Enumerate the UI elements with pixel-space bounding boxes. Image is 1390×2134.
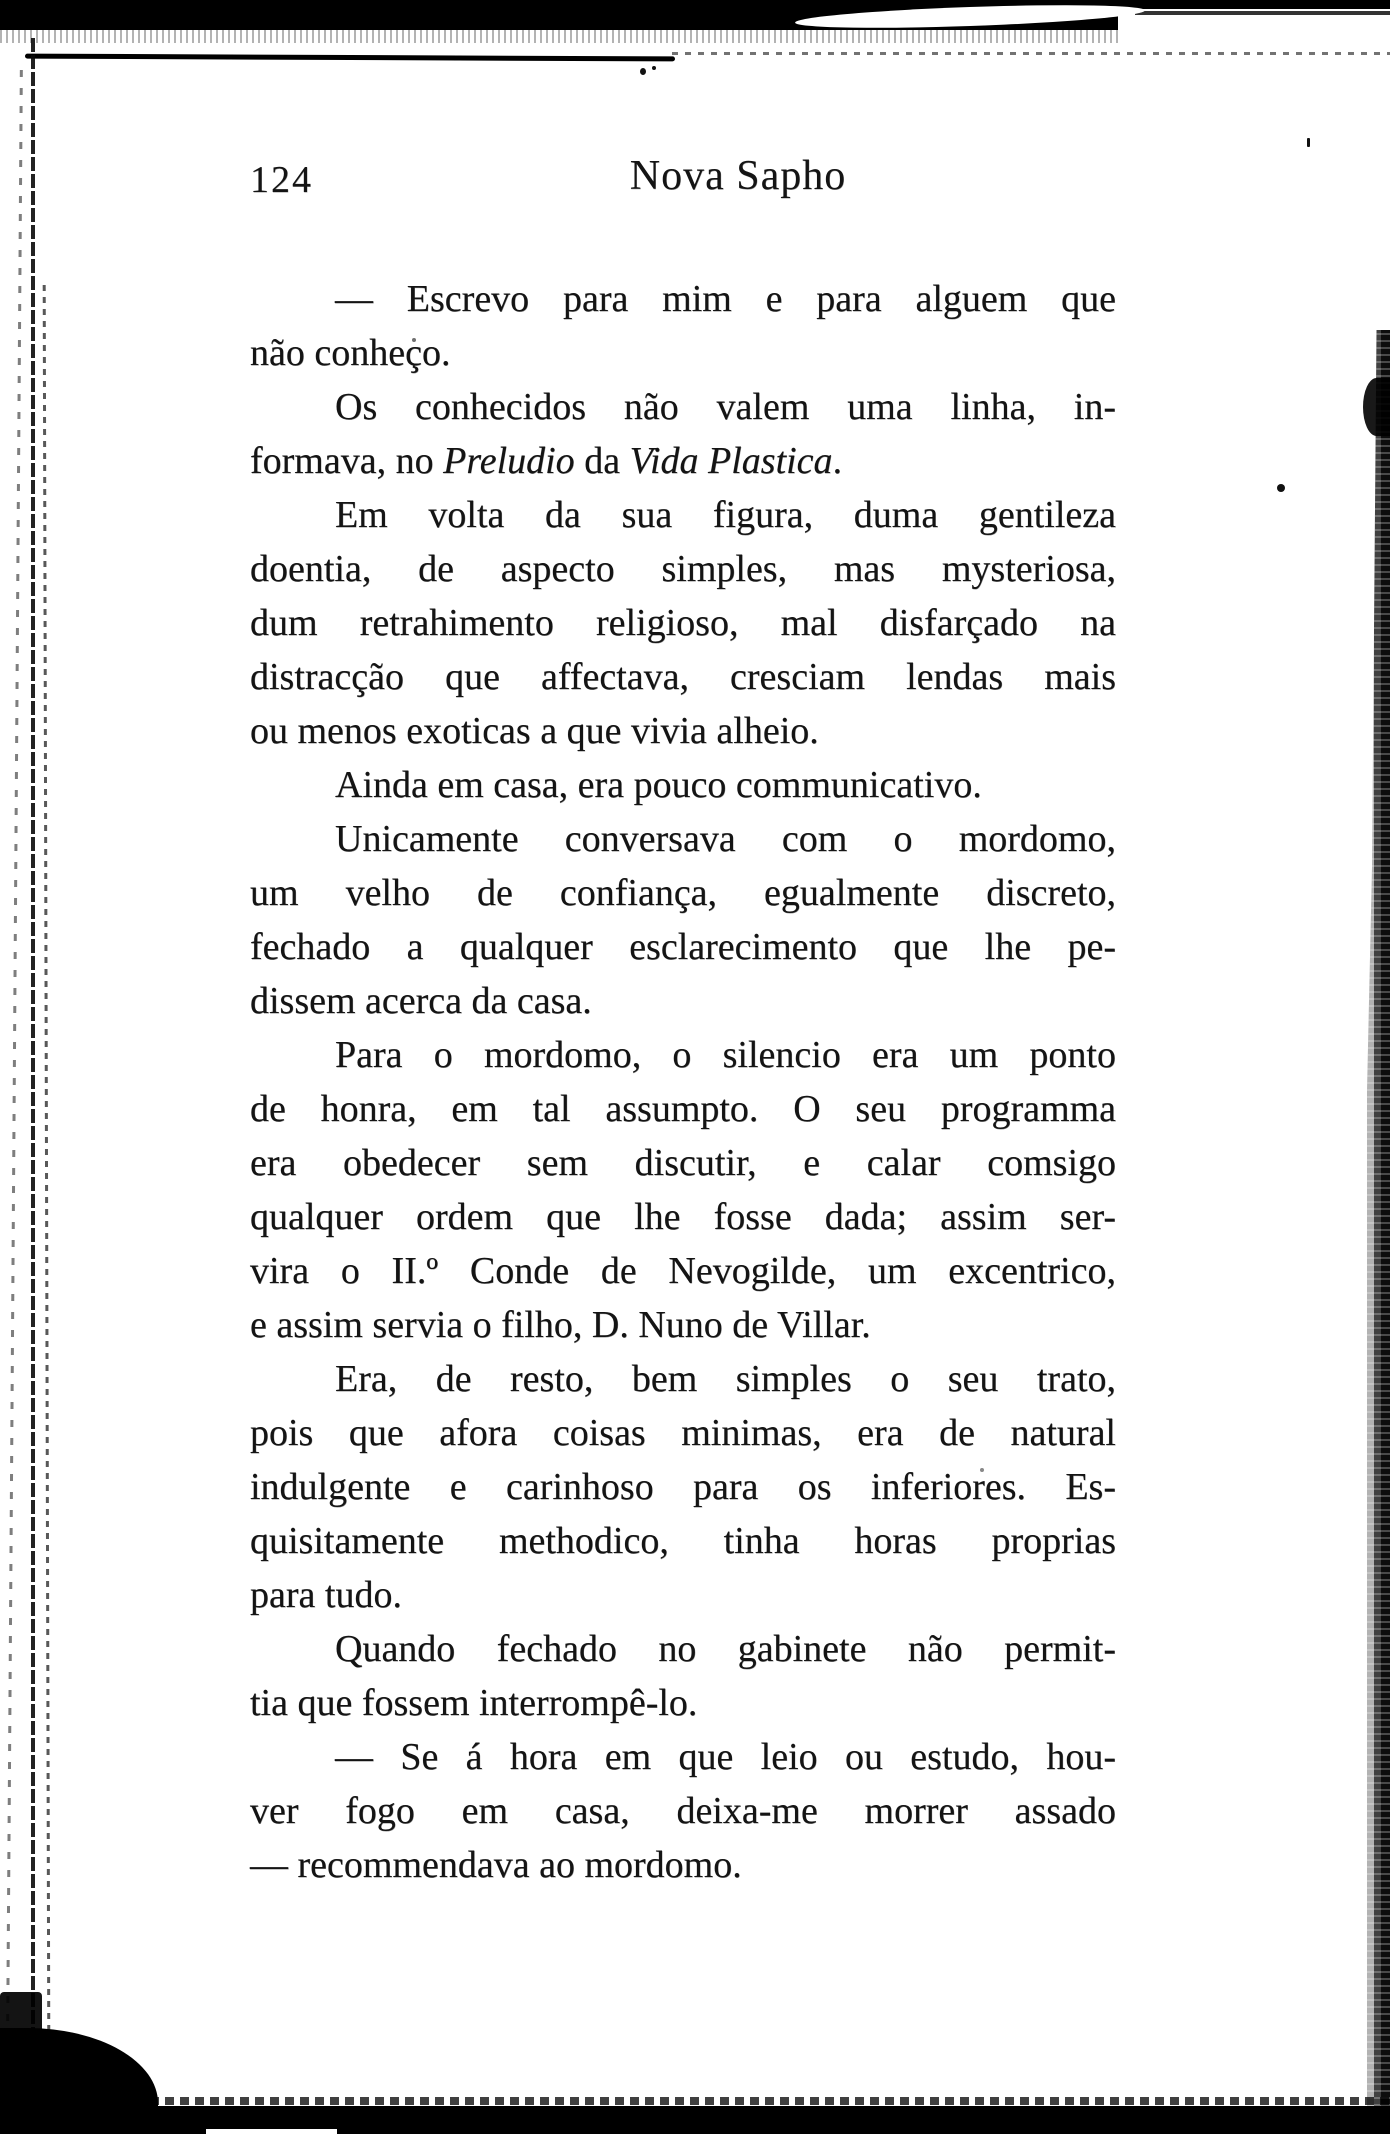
plain-text: . (832, 440, 843, 482)
text-line: fechado a qualquer esclarecimento que lhe pe- (250, 926, 1116, 968)
text-line: Quando fechado no gabinete não permit- (335, 1628, 1116, 1670)
text-line: dum retrahimento religioso, mal disfarçado na (250, 602, 1116, 644)
text-line: Para o mordomo, o silencio era um ponto (335, 1034, 1116, 1076)
scan-artifact-left-line-3 (43, 285, 51, 2045)
scan-artifact-right-band (1360, 330, 1390, 2120)
ink-speck (1277, 484, 1285, 492)
text-line: ou menos exoticas a que vivia alheio. (250, 710, 819, 752)
scan-artifact-left-line-1 (6, 70, 23, 2030)
running-title: Nova Sapho (629, 153, 847, 199)
text-line: indulgente e carinhoso para os inferiores. Es- (250, 1466, 1116, 1508)
text-line: de honra, em tal assumpto. O seu programma (250, 1088, 1116, 1130)
text-block (250, 272, 1116, 1892)
ink-speck (640, 68, 646, 75)
scan-artifact-bottom-left-step (0, 1992, 42, 2052)
ink-speck (652, 66, 656, 70)
text-line: e assim servia o filho, D. Nuno de Villar. (250, 1304, 871, 1346)
text-line: um velho de confiança, egualmente discreto, (250, 872, 1116, 914)
text-line (250, 434, 1116, 488)
text-line: para tudo. (250, 1574, 402, 1616)
text-line: não conheço. (250, 332, 451, 374)
scan-artifact-top-band-thin2 (1135, 11, 1390, 15)
scan-artifact-top-streak (25, 54, 675, 62)
text-line: Unicamente conversava com o mordomo, (335, 818, 1116, 860)
scan-artifact-bottom-ragged (150, 2097, 1390, 2105)
scan-artifact-top-band-thin (1118, 0, 1390, 9)
scan-artifact-right-blob (1363, 378, 1390, 436)
scan-artifact-bottom-notch (206, 2129, 337, 2134)
text-line: distracção que affectava, cresciam lendas mais (250, 656, 1116, 698)
italic-text: Preludio (443, 440, 575, 482)
text-line: — Se á hora em que leio ou estudo, hou- (335, 1736, 1116, 1778)
italic-text: Vida Plastica (629, 440, 833, 482)
text-line: quisitamente methodico, tinha horas proprias (250, 1520, 1116, 1562)
text-line: Em volta da sua figura, duma gentileza (335, 494, 1116, 536)
text-line: vira o II.º Conde de Nevogilde, um excentrico, (250, 1250, 1116, 1292)
ink-speck (1307, 138, 1310, 147)
text-line: pois que afora coisas minimas, era de natural (250, 1412, 1116, 1454)
scan-artifact-bottom-band (0, 2106, 1390, 2134)
text-line: qualquer ordem que lhe fosse dada; assim ser- (250, 1196, 1116, 1238)
text-line: Era, de resto, bem simples o seu trato, (335, 1358, 1116, 1400)
text-line: tia que fossem interrompê-lo. (250, 1682, 698, 1724)
plain-text: formava, no (250, 440, 444, 482)
scan-artifact-left-line-2 (31, 38, 35, 2043)
page-number: 124 (250, 159, 313, 201)
plain-text: da (574, 440, 630, 482)
scan-artifact-top-band (0, 0, 1118, 30)
scan-artifact-top-speckle (0, 30, 1118, 43)
scan-artifact-bottom-left-blob (0, 2028, 158, 2134)
scan-artifact-top-streak-cont (672, 52, 1390, 55)
text-line: ver fogo em casa, deixa-me morrer assado (250, 1790, 1116, 1832)
scan-artifact-white-lens (795, 1, 1145, 32)
text-line: — recommendava ao mordomo. (250, 1844, 742, 1886)
text-line: Os conhecidos não valem uma linha, in- (335, 386, 1116, 428)
text-line: doentia, de aspecto simples, mas mysteriosa, (250, 548, 1116, 590)
text-line: Ainda em casa, era pouco communicativo. (335, 764, 982, 806)
text-line: era obedecer sem discutir, e calar comsigo (250, 1142, 1116, 1184)
text-line: — Escrevo para mim e para alguem que (335, 278, 1116, 320)
text-line: dissem acerca da casa. (250, 980, 592, 1022)
